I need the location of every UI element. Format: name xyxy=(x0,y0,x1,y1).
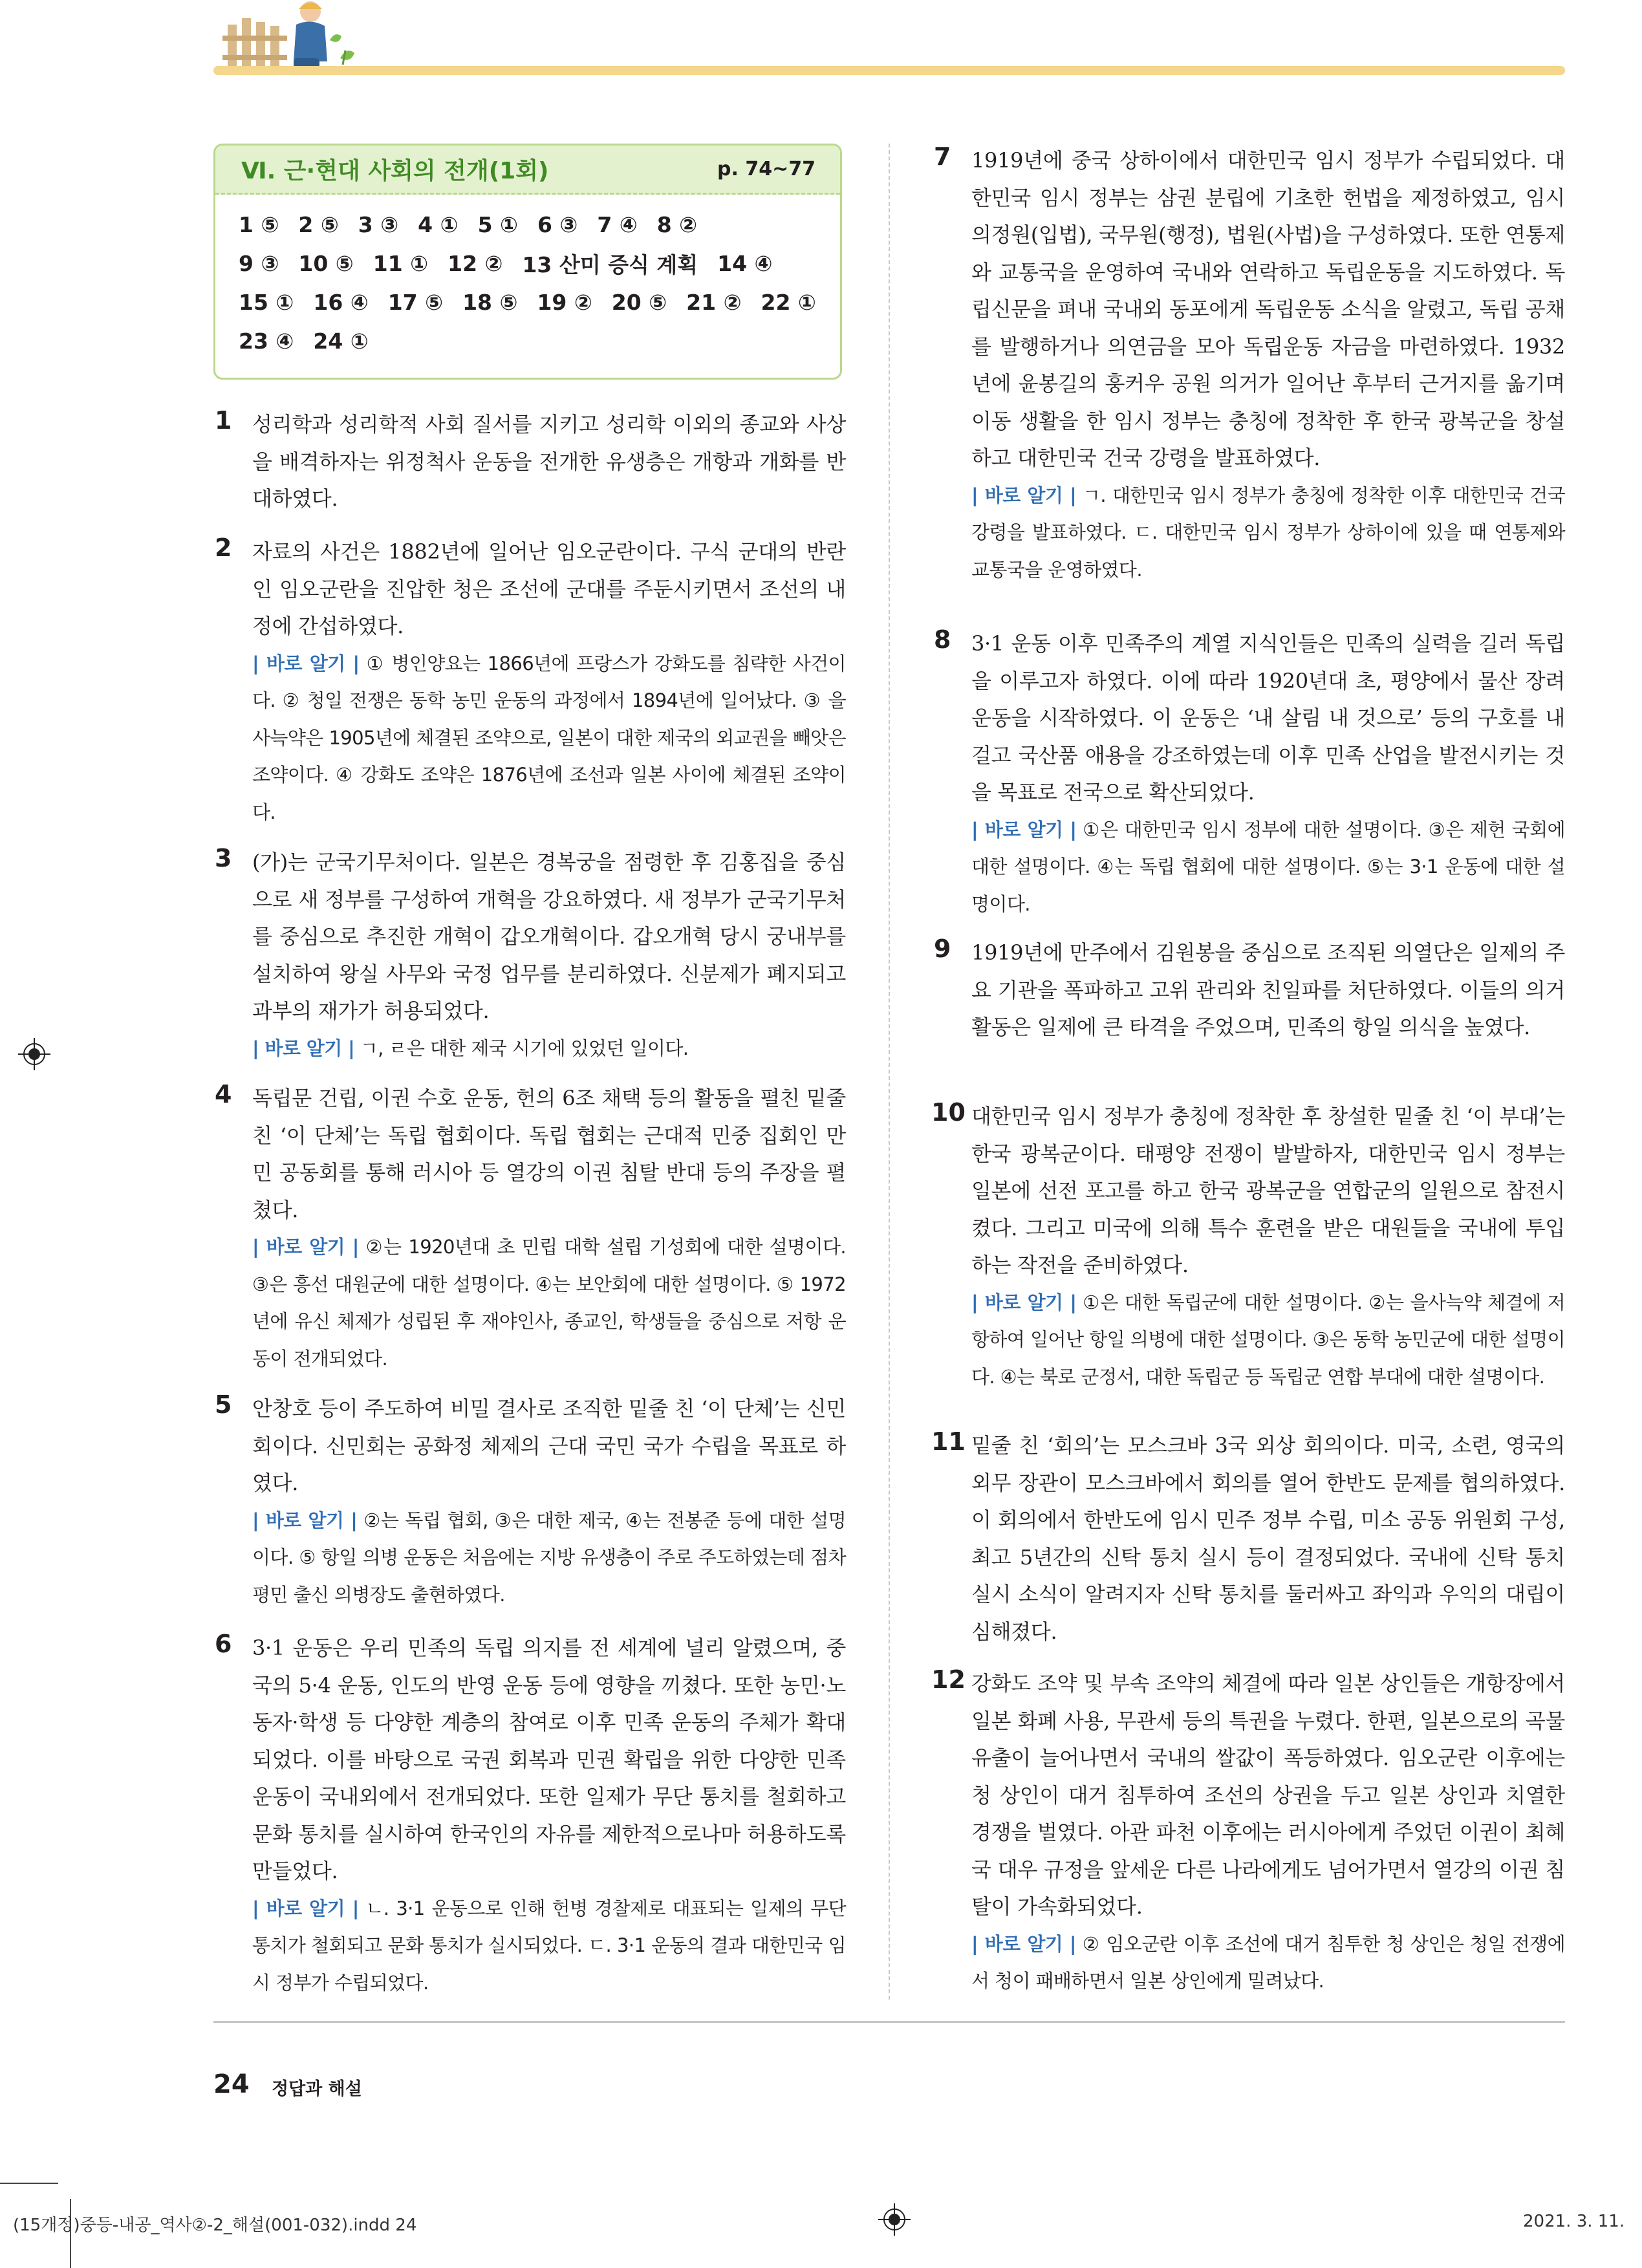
note-label: | 바로 알기 | xyxy=(252,1037,355,1059)
question-9 xyxy=(934,934,1565,1046)
question-number: 4 xyxy=(215,1080,232,1108)
note-paragraph xyxy=(971,812,1565,923)
question-8 xyxy=(934,625,1565,923)
answer-row xyxy=(239,205,840,244)
answer-item: 10 ⑤ xyxy=(298,250,354,276)
question-1 xyxy=(215,406,846,518)
answer-row xyxy=(239,244,840,283)
answer-grid xyxy=(215,195,840,360)
question-2 xyxy=(215,534,846,831)
page-number: 24 xyxy=(213,2069,250,2099)
answer-item: 7 ④ xyxy=(597,211,638,237)
question-text: 독립문 건립, 이권 수호 운동, 헌의 6조 채택 등의 활동을 펼친 밑줄 친 ‘이 단체’는 독립 협회이다. 독립 협회는 근대적 민중 집회인 만민 공동회를 통해 러시아 등 열강의 이권 침탈 반대 등의 주장을 펼쳤다. xyxy=(252,1086,846,1222)
note-label: | 바로 알기 | xyxy=(971,818,1077,841)
footer-title: 정답과 해설 xyxy=(272,2079,362,2099)
question-7 xyxy=(934,142,1565,589)
question-10 xyxy=(931,1098,1565,1396)
print-slug-date: 2021. 3. 11. xyxy=(1523,2212,1625,2231)
answer-item: 1 ⑤ xyxy=(239,211,279,237)
question-text: 3·1 운동은 우리 민족의 독립 의지를 전 세계에 널리 알렸으며, 중국의 5·4 운동, 인도의 반영 운동 등에 영향을 끼쳤다. 또한 농민·노동자·학생 등 다양한 계층의 참여로 이후 민족 운동의 주체가 확대되었다. 이를 바탕으로 국권 회복과 민권 확립을 위한 다양한 민족 운동이 국내외에서 전개되었다. 또한 일제가 무단 통치를 철회하고 문화 통치를 실시하여 한국인의 자유를 제한적으로나마 허용하도록 만들었다. xyxy=(252,1636,846,1883)
note-paragraph xyxy=(252,1890,846,2002)
question-text: (가)는 군국기무처이다. 일본은 경복궁을 점령한 후 김홍집을 중심으로 새 정부를 구성하여 개혁을 강요하였다. 새 정부가 군국기무처를 중심으로 추진한 개혁이 갑오개혁이다. 갑오개혁 당시 궁내부를 설치하여 왕실 사무와 국정 업무를 분리하였다. 신분제가 폐지되고 과부의 재가가 허용되었다. xyxy=(252,850,846,1023)
question-number: 5 xyxy=(215,1390,232,1419)
unit-pages: p. 74~77 xyxy=(717,158,816,180)
note-label: | 바로 알기 | xyxy=(971,1932,1076,1955)
question-text: 자료의 사건은 1882년에 일어난 임오군란이다. 구식 군대의 반란인 임오군란을 진압한 청은 조선에 군대를 주둔시키면서 조선의 내정에 간섭하였다. xyxy=(252,539,846,638)
answer-item: 8 ② xyxy=(656,211,698,237)
answer-item: 14 ④ xyxy=(717,250,773,276)
answer-item: 4 ① xyxy=(418,211,459,237)
unit-title: Ⅵ. 근·현대 사회의 전개(1회) xyxy=(241,158,549,184)
answer-item: 22 ① xyxy=(761,289,816,315)
question-6 xyxy=(215,1630,846,2002)
note-label: | 바로 알기 | xyxy=(252,1236,359,1258)
answer-row xyxy=(239,321,840,360)
note-label: | 바로 알기 | xyxy=(971,484,1077,506)
answer-item: 3 ③ xyxy=(358,211,399,237)
answer-item: 16 ④ xyxy=(313,289,369,315)
note-paragraph xyxy=(971,477,1565,589)
answer-item: 15 ① xyxy=(239,289,294,315)
question-number: 10 xyxy=(931,1098,966,1127)
column-divider xyxy=(889,144,890,2000)
answer-item: 2 ⑤ xyxy=(298,211,339,237)
note-label: | 바로 알기 | xyxy=(252,1897,359,1919)
note-label: | 바로 알기 | xyxy=(252,652,360,675)
question-text: 대한민국 임시 정부가 충칭에 정착한 후 창설한 밑줄 친 ‘이 부대’는 한국 광복군이다. 태평양 전쟁이 발발하자, 대한민국 임시 정부는 일본에 선전 포고를 하고 한국 광복군을 연합군의 일원으로 참전시켰다. 그리고 미국에 의해 특수 훈련을 받은 대원들을 국내에 투입하는 작전을 준비하였다. xyxy=(971,1104,1565,1277)
question-number: 1 xyxy=(215,406,232,435)
answer-item: 5 ① xyxy=(477,211,518,237)
note-paragraph xyxy=(252,1030,846,1068)
answer-item: 20 ⑤ xyxy=(611,289,667,315)
note-paragraph xyxy=(252,645,846,832)
answer-item: 19 ② xyxy=(537,289,592,315)
question-text: 강화도 조약 및 부속 조약의 체결에 따라 일본 상인들은 개항장에서 일본 화폐 사용, 무관세 등의 특권을 누렸다. 한편, 일본으로의 곡물 유출이 늘어나면서 국내의 쌀값이 폭등하였다. 임오군란 이후에는 청 상인이 대거 침투하여 조선의 상권을 두고 일본 상인과 치열한 경쟁을 벌였다. 아관 파천 이후에는 러시아에게 주었던 이권이 최혜국 대우 규정을 앞세운 다른 나라에게도 넘어가면서 열강의 이권 침탈이 가속화되었다. xyxy=(971,1671,1565,1919)
note-paragraph xyxy=(971,1926,1565,2000)
note-text: ㄴ. 3·1 운동으로 인해 헌병 경찰제로 대표되는 일제의 무단 통치가 철회되고 문화 통치가 실시되었다. ㄷ. 3·1 운동의 결과 대한민국 임시 정부가 수립되었다. xyxy=(252,1897,846,1994)
answer-item: 24 ① xyxy=(313,328,369,354)
note-text: ① 병인양요는 1866년에 프랑스가 강화도를 침략한 사건이다. ② 청일 전쟁은 동학 농민 운동의 과정에서 1894년에 일어났다. ③ 을사늑약은 1905년에 체결된 조약으로, 일본이 대한 제국의 외교권을 빼앗은 조약이다. ④ 강화도 조약은 1876년에 조선과 일본 사이에 체결된 조약이다. xyxy=(252,652,846,823)
answer-box-header xyxy=(215,146,840,195)
question-text: 3·1 운동 이후 민족주의 계열 지식인들은 민족의 실력을 길러 독립을 이루고자 하였다. 이에 따라 1920년대 초, 평양에서 물산 장려 운동을 시작하였다. 이 운동은 ‘내 살림 내 것으로’ 등의 구호를 내걸고 국산품 애용을 강조하였는데 이후 민족 산업을 발전시키는 것을 목표로 전국으로 확산되었다. xyxy=(971,631,1565,805)
question-number: 7 xyxy=(934,142,951,171)
note-text: ①은 대한민국 임시 정부에 대한 설명이다. ③은 제헌 국회에 대한 설명이다. ④는 독립 협회에 대한 설명이다. ⑤는 3·1 운동에 대한 설명이다. xyxy=(971,818,1565,915)
answer-item: 9 ③ xyxy=(239,250,279,276)
question-number: 9 xyxy=(934,934,951,963)
note-text: ②는 독립 협회, ③은 대한 제국, ④는 전봉준 등에 대한 설명이다. ⑤ 항일 의병 운동은 처음에는 지방 유생층이 주로 주도하였는데 점차 평민 출신 의병장도 출현하였다. xyxy=(252,1509,846,1606)
question-5 xyxy=(215,1390,846,1614)
answer-item: 13 산미 증식 계획 xyxy=(522,252,698,277)
answer-item: 11 ① xyxy=(373,250,429,276)
header-bar xyxy=(213,66,1565,75)
note-text: ㄱ, ㄹ은 대한 제국 시기에 있었던 일이다. xyxy=(360,1037,689,1059)
bottom-rule xyxy=(213,2021,1565,2023)
question-number: 6 xyxy=(215,1630,232,1658)
question-text: 성리학과 성리학적 사회 질서를 지키고 성리학 이외의 종교와 사상을 배격하자는 위정척사 운동을 전개한 유생층은 개항과 개화를 반대하였다. xyxy=(252,412,846,511)
answer-item: 23 ④ xyxy=(239,328,294,354)
answer-row xyxy=(239,283,840,321)
note-label: | 바로 알기 | xyxy=(252,1509,358,1531)
registration-mark-icon xyxy=(18,1038,50,1070)
note-text: ②는 1920년대 초 민립 대학 설립 기성회에 대한 설명이다. ③은 흥선 대원군에 대한 설명이다. ④는 보안회에 대한 설명이다. ⑤ 1972년에 유신 체제가 성립된 후 재야인사, 종교인, 학생들을 중심으로 저항 운동이 전개되었다. xyxy=(252,1236,846,1370)
question-text: 1919년에 만주에서 김원봉을 중심으로 조직된 의열단은 일제의 주요 기관을 폭파하고 고위 관리와 친일파를 처단하였다. 이들의 의거 활동은 일제에 큰 타격을 주었으며, 민족의 항일 의식을 높였다. xyxy=(971,940,1565,1039)
print-slug-file: (15개정)중등-내공_역사②-2_해설(001-032).indd 24 xyxy=(13,2216,417,2235)
question-number: 8 xyxy=(934,625,951,654)
question-4 xyxy=(215,1080,846,1377)
question-number: 12 xyxy=(931,1665,966,1694)
question-number: 11 xyxy=(931,1427,966,1456)
question-number: 2 xyxy=(215,534,232,562)
crop-mark xyxy=(0,2183,58,2184)
note-paragraph xyxy=(971,1284,1565,1396)
answer-item: 12 ② xyxy=(448,250,503,276)
question-number: 3 xyxy=(215,844,232,872)
answer-item: 6 ③ xyxy=(537,211,578,237)
note-text: ①은 대한 독립군에 대한 설명이다. ②는 을사늑약 체결에 저항하여 일어난 항일 의병에 대한 설명이다. ③은 동학 농민군에 대한 설명이다. ④는 북로 군정서, 대한 독립군 등 독립군 연합 부대에 대한 설명이다. xyxy=(971,1291,1565,1388)
question-11 xyxy=(931,1427,1565,1650)
answer-box xyxy=(213,144,842,380)
registration-mark-icon xyxy=(878,2203,911,2236)
question-text: 안창호 등이 주도하여 비밀 결사로 조직한 밑줄 친 ‘이 단체’는 신민회이다. 신민회는 공화정 체제의 근대 국민 국가 수립을 목표로 하였다. xyxy=(252,1396,846,1495)
note-label: | 바로 알기 | xyxy=(971,1291,1077,1313)
question-12 xyxy=(931,1665,1565,2000)
note-paragraph xyxy=(252,1502,846,1614)
answer-item: 18 ⑤ xyxy=(462,289,518,315)
question-text: 밑줄 친 ‘회의’는 모스크바 3국 외상 회의이다. 미국, 소련, 영국의 외무 장관이 모스크바에서 회의를 열어 한반도 문제를 협의하였다. 이 회의에서 한반도에 임시 민주 정부 수립, 미소 공동 위원회 구성, 최고 5년간의 신탁 통치 실시 등이 결정되었다. 국내에 신탁 통치 실시 소식이 알려지자 신탁 통치를 둘러싸고 좌익과 우익의 대립이 심해졌다. xyxy=(971,1433,1565,1644)
note-text: ② 임오군란 이후 조선에 대거 침투한 청 상인은 청일 전쟁에서 청이 패배하면서 일본 상인에게 밀려났다. xyxy=(971,1932,1565,1992)
question-3 xyxy=(215,844,846,1067)
note-paragraph xyxy=(252,1229,846,1377)
answer-item: 21 ② xyxy=(686,289,742,315)
note-text: ㄱ. 대한민국 임시 정부가 충칭에 정착한 이후 대한민국 건국 강령을 발표하였다. ㄷ. 대한민국 임시 정부가 상하이에 있을 때 연통제와 교통국을 운영하였다. xyxy=(971,484,1565,581)
answer-item: 17 ⑤ xyxy=(387,289,444,315)
question-text: 1919년에 중국 상하이에서 대한민국 임시 정부가 수립되었다. 대한민국 임시 정부는 삼권 분립에 기초한 헌법을 제정하였고, 임시 의정원(입법), 국무원(행정), 법원(사법)을 구성하였다. 또한 연통제와 교통국을 운영하여 국내와 연락하고 독립운동을 지도하였다. 독립신문을 펴내 국내외 동포에게 독립운동 소식을 알렸고, 독립 공채를 발행하거나 의연금을 모아 독립운동 자금을 마련하였다. 1932년에 윤봉길의 훙커우 공원 의거가 일어난 후부터 근거지를 옮기며 이동 생활을 한 임시 정부는 충칭에 정착한 후 한국 광복군을 창설하고 대한민국 건국 강령을 발표하였다. xyxy=(971,148,1565,470)
